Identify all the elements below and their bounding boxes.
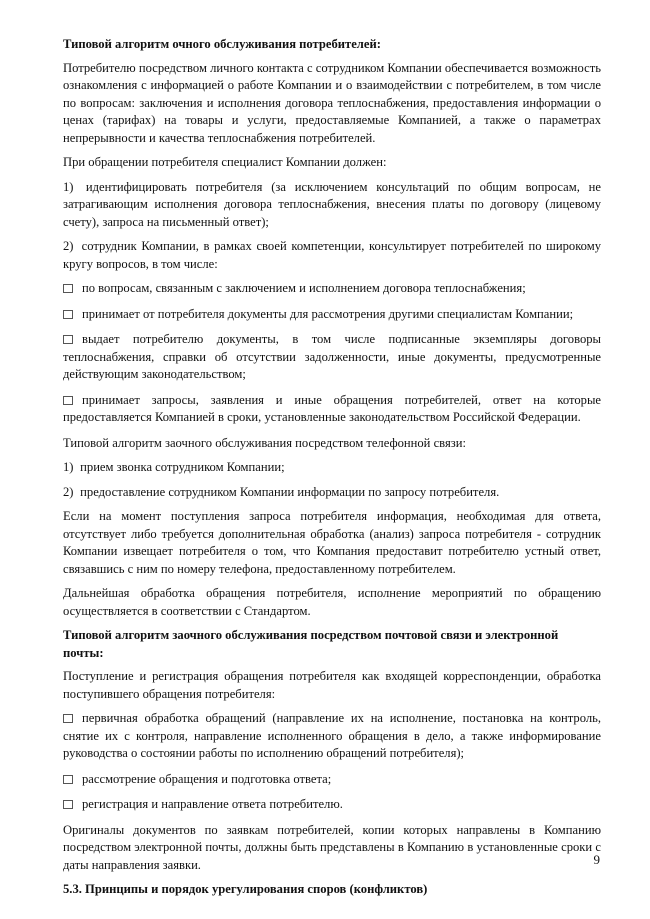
section-heading-in-person: Типовой алгоритм очного обслуживания потребителей: (63, 37, 381, 51)
list-item (63, 459, 601, 477)
list-item (63, 484, 601, 502)
bullet-item: выдает потребителю документы, в том числе подписанные экземпляры договоры теплоснабжения, справки об отсутствии задолженности, иные документы, предусмотренные действующим законодательством; (63, 332, 601, 381)
bullet-item: принимает от потребителя документы для рассмотрения другими специалистам Компании; (63, 306, 601, 324)
paragraph-specialist-must: При обращении потребителя специалист Компании должен: (63, 155, 387, 169)
page-number: 9 (593, 852, 600, 867)
bullet-item: первичная обработка обращений (направление их на исполнение, постановка на контроль, снятие их с контроля, направление исполненного обращения в дело, а также информирование руководства о состоянии работы по исполнению обращений потребителя); (63, 711, 601, 760)
list-number: 2) (63, 239, 74, 253)
paragraph-additional-processing: Если на момент поступления запроса потребителя информация, необходимая для ответа, отсутствует либо требуется дополнительная обработка (анализ) запроса потребителя - сотрудник Компании извещает потребителя о том, что Компания предоставит потребителю устный ответ, связавшись с ним по номеру телефона, предоставленному потребителем. (63, 509, 601, 576)
list-number: 1) (63, 179, 74, 194)
list-item-text: предоставление сотрудником Компании информации по запросу потребителя. (80, 484, 500, 499)
bullet-item: принимает запросы, заявления и иные обращения потребителей, ответ на которые предоставляется Компанией в сроки, установленные законодательством Российской Федерации. (63, 392, 601, 424)
bullet-box-icon (63, 800, 73, 809)
bullet-box-icon (63, 310, 73, 319)
bullet-box-icon (63, 284, 73, 293)
bullet-item: по вопросам, связанным с заключением и исполнением договора теплоснабжения; (63, 280, 601, 298)
document-page (63, 36, 601, 905)
paragraph-in-person-intro: Потребителю посредством личного контакта с сотрудником Компании обеспечивается возможность ознакомления с информацией о работе Компании и о взаимодействии с потребителем, в том числе по вопросам: заключения и исполнения договора теплоснабжения, предоставления информации о ценах (тарифах) на товары и услуги, предоставляемые Компанией, а также о параметрах непрерывности и качества теплоснабжения потребителей. (63, 60, 601, 145)
list-item (63, 179, 601, 232)
bullet-box-icon (63, 714, 73, 723)
list-item-text: сотрудник Компании, в рамках своей компетенции, консультирует потребителей по широкому кругу вопросов, в том числе: (63, 239, 601, 271)
bullet-item: рассмотрение обращения и подготовка ответа; (63, 771, 601, 789)
section-heading-mail: Типовой алгоритм заочного обслуживания посредством почтовой связи и электронной почты: (63, 628, 559, 660)
bullet-box-icon (63, 335, 73, 344)
bullet-box-icon (63, 775, 73, 784)
paragraph-mail-registration: Поступление и регистрация обращения потребителя как входящей корреспонденции, обработка поступившего обращения потребителя: (63, 669, 601, 701)
paragraph-originals: Оригиналы документов по заявкам потребителей, копии которых направлены в Компанию посредством электронной почты, должны быть представлены в Компанию в установленные сроки с даты направления заявки. (63, 822, 601, 872)
list-number: 1) (63, 460, 74, 474)
paragraph-phone-algorithm: Типовой алгоритм заочного обслуживания посредством телефонной связи: (63, 435, 466, 450)
section-heading-disputes: 5.3. Принципы и порядок урегулирования споров (конфликтов) (63, 882, 428, 896)
list-item-text: прием звонка сотрудником Компании; (80, 460, 285, 474)
bullet-box-icon (63, 396, 73, 405)
paragraph-further-processing: Дальнейшая обработка обращения потребителя, исполнение мероприятий по обращению осуществляется в соответствии с Стандартом. (63, 586, 601, 618)
list-number: 2) (63, 484, 74, 499)
list-item-text: идентифицировать потребителя (за исключением консультаций по общим вопросам, не затрагивающим исполнения договора теплоснабжения, внесения платы по договору (лицевому счету), запроса на письменный ответ); (63, 179, 602, 229)
bullet-item: регистрация и направление ответа потребителю. (63, 796, 601, 814)
list-item (63, 238, 601, 273)
